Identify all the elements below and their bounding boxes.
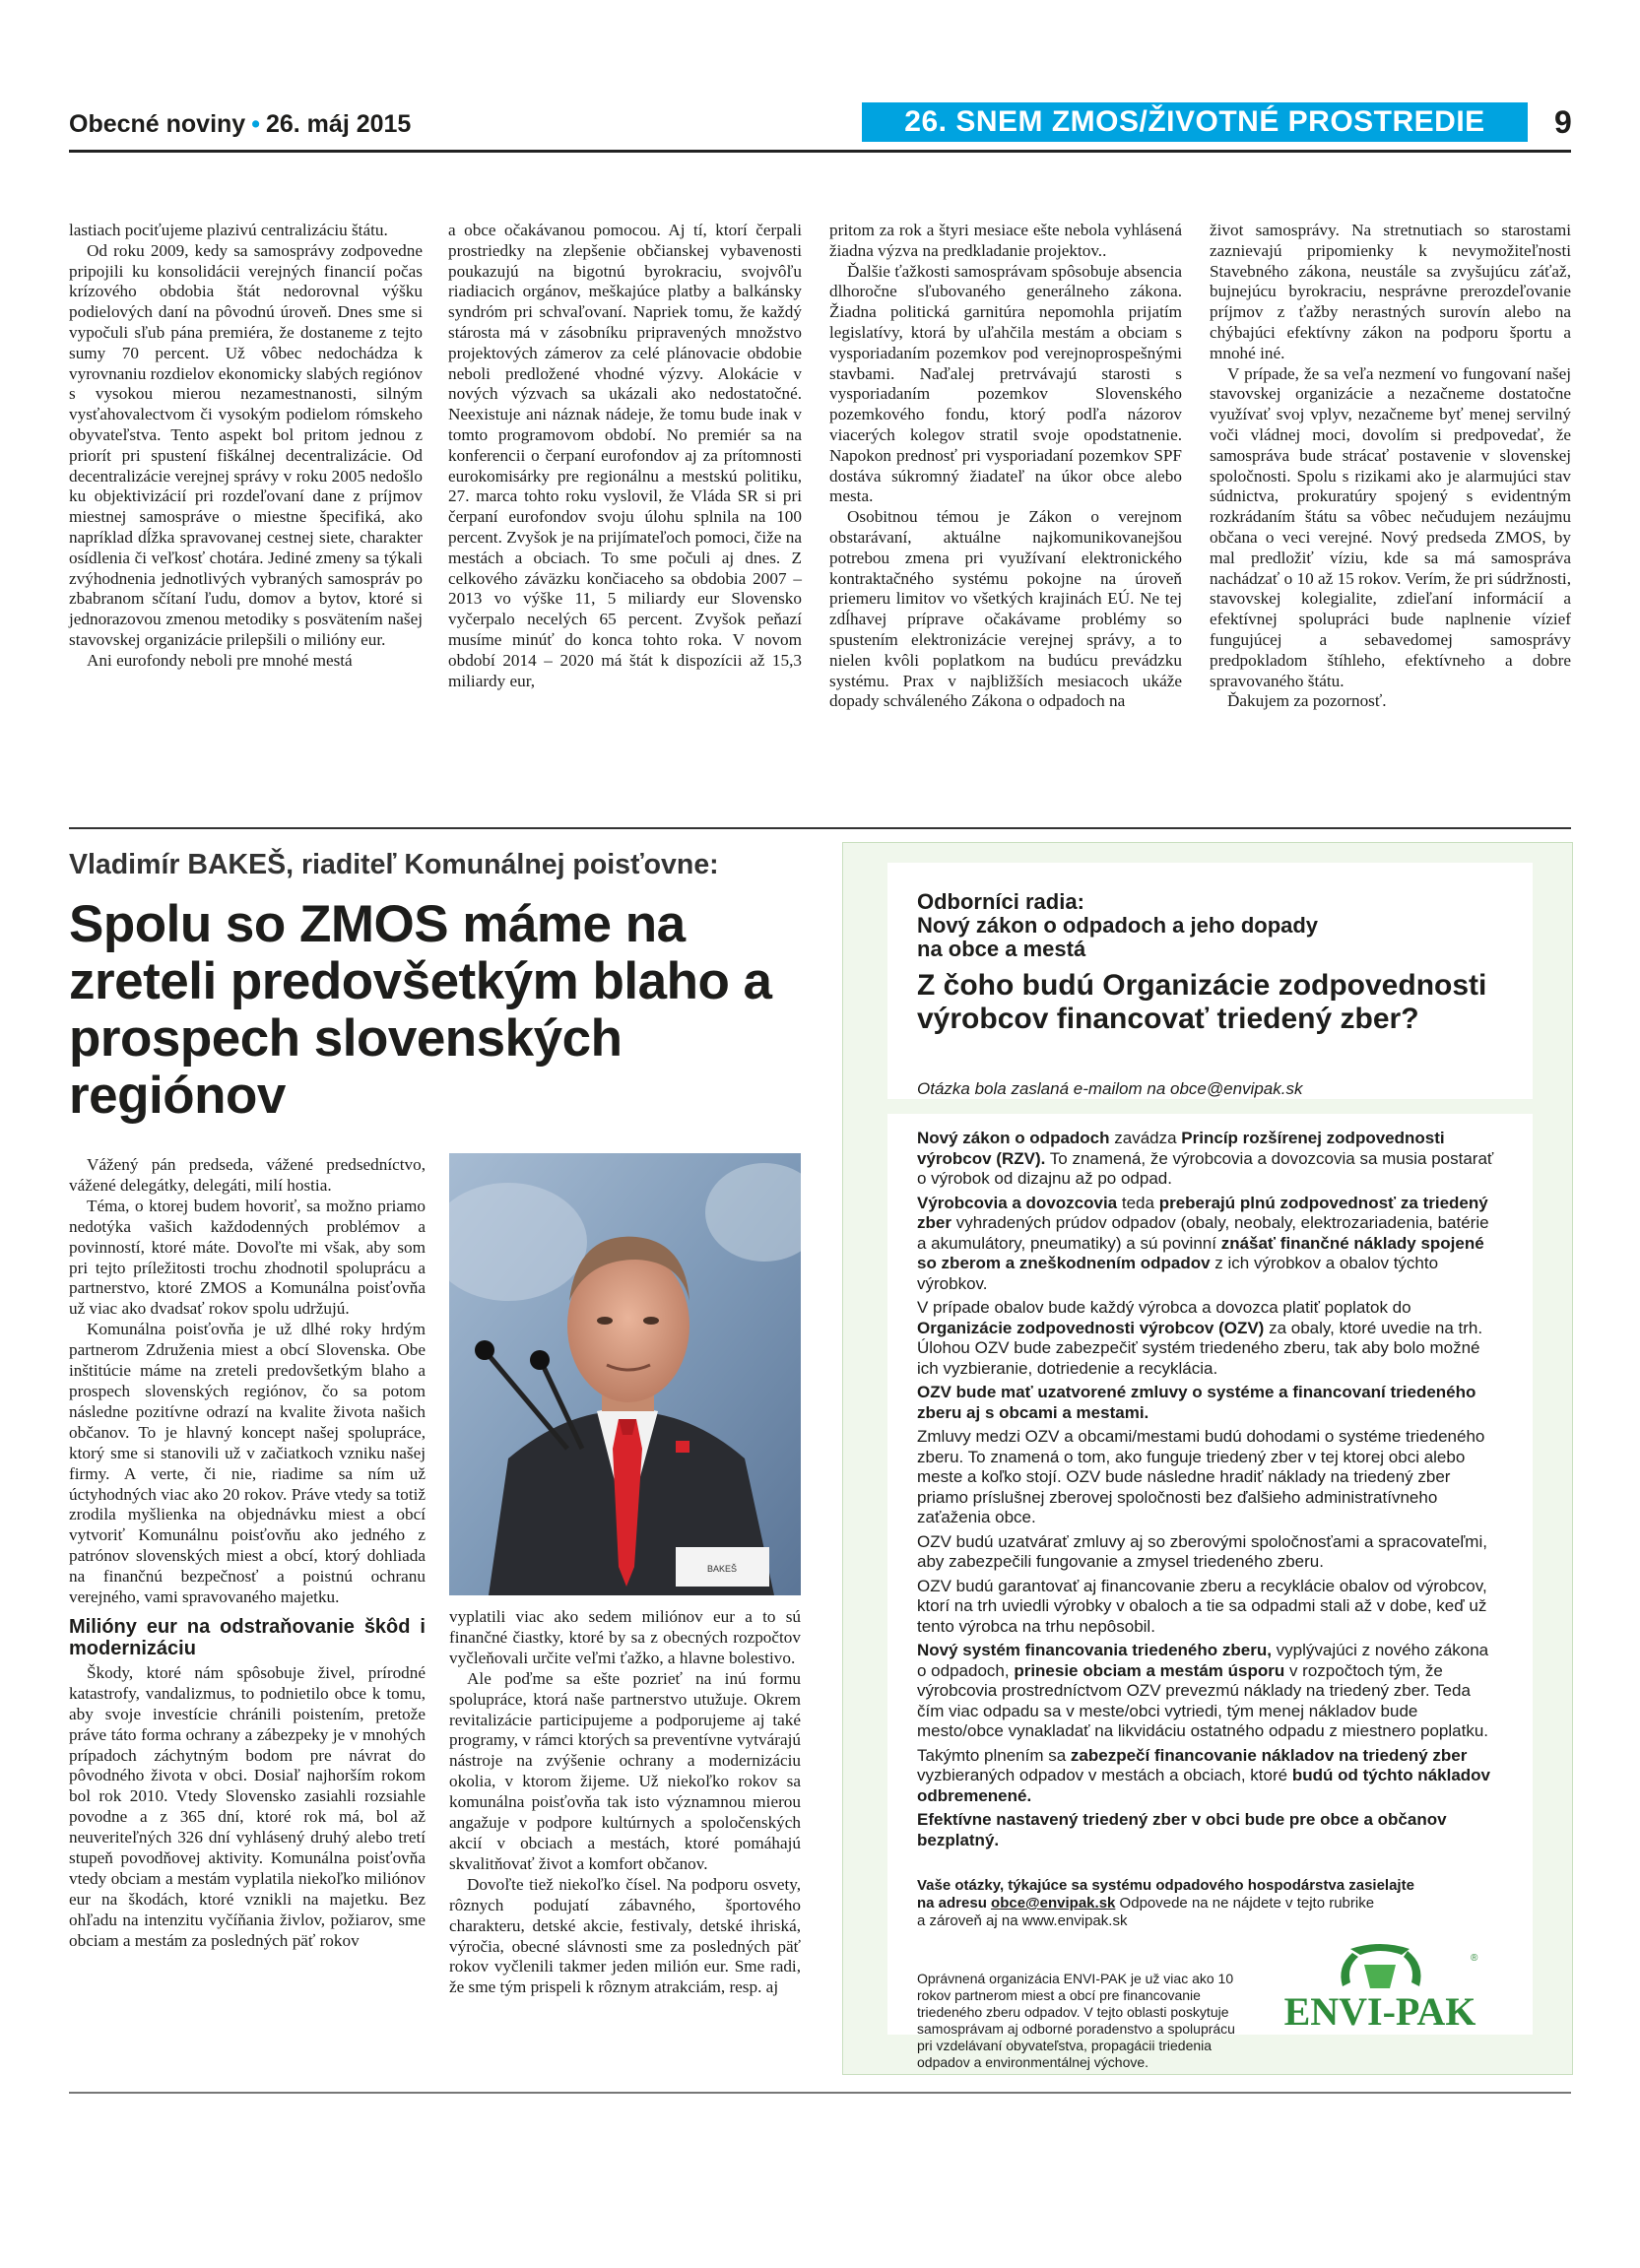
company-about: Oprávnená organizácia ENVI-PAK je už viac ako 10 rokov partnerom miest a obcí pre financovanie triedeného zberu odpadov. V tejto oblasti poskytuje samosprávam aj odborné poradenstvo a spoluprácu pri vzdelávaní obyvateľstva, propagácii triedenia odpadov a environmentálnej výchove.	[917, 1971, 1235, 2070]
panel-label: Odborníci radia:	[917, 889, 1084, 914]
body-text: teda	[1117, 1193, 1159, 1212]
paragraph: Dovoľte tiež niekoľko čísel. Na podporu osvety, rôznych podujatí zábavného, športového charakteru, detské akcie, festivaly, detské ihriská, výročia, obecné slávnosti sme za posledných päť rokov vyčlenili takmer jeden milión eur. Sme radi, že sme tým prispeli k rôznym atrakciám, resp. aj	[449, 1874, 801, 1997]
top-column-2	[448, 221, 802, 691]
answer-paragraph	[917, 1383, 1498, 1423]
emphasis-text: znášať finančné náklady spojené so zberom a zneškodnením odpadov	[917, 1233, 1484, 1272]
emphasis-text: OZV bude mať uzatvorené zmluvy o systéme a financovaní triedeného zberu aj s obcami a mestami.	[917, 1383, 1476, 1422]
section-divider	[69, 827, 1571, 829]
emphasis-text: Nový systém financovania triedeného zberu,	[917, 1641, 1272, 1659]
body-text: OZV budú garantovať aj financovanie zberu a recyklácie obalov od výrobcov, ktorí na trh uviedli výrobky v obaloch a tie sa odpadmi stali až v dobe, keď už tento výrobca na trhu nepôsobil.	[917, 1576, 1487, 1636]
emphasis-text: prinesie obciam a mestám úsporu	[1014, 1660, 1285, 1680]
publication-name: Obecné noviny	[69, 110, 246, 138]
emphasis-text: Výrobcovia a dovozcovia	[917, 1193, 1118, 1212]
question-box	[887, 863, 1533, 1099]
paragraph: lastiach pociťujeme plazivú centralizáciu štátu.	[69, 221, 388, 239]
speaker-portrait-illustration	[449, 1153, 801, 1595]
answer-paragraph	[917, 1810, 1498, 1850]
masthead	[69, 110, 411, 139]
header-bullet: •	[251, 110, 260, 138]
paragraph: pritom za rok a štyri mesiace ešte nebola vyhlásená žiadna výzva na predkladanie projektov..	[829, 221, 1182, 260]
top-column-3	[829, 221, 1182, 712]
emphasis-text: Organizácie zodpovednosti výrobcov (OZV)	[917, 1318, 1265, 1337]
contact-info	[917, 1877, 1508, 1930]
article-headline: Spolu so ZMOS máme na zreteli predovšetkým blaho a prospech slovenských regiónov	[69, 895, 772, 1125]
contact-line: Vaše otázky, týkajúce sa systému odpadového hospodárstva zasielajte	[917, 1877, 1414, 1894]
body-text: zavádza	[1109, 1129, 1182, 1147]
answer-paragraph	[917, 1746, 1498, 1807]
body-text: vyhradených prúdov odpadov (obaly, neobaly, elektrozariadenia, batérie a akumulátory, pneumatiky) a sú povinní	[917, 1213, 1489, 1253]
panel-question: Z čoho budú Organizácie zodpovednosti výrobcov financovať triedený zber?	[917, 969, 1487, 1035]
contact-email-link[interactable]: obce@envipak.sk	[991, 1895, 1116, 1912]
logo-wordmark: ENVI-PAK	[1283, 1989, 1476, 2034]
answer-paragraph	[917, 1194, 1498, 1295]
paragraph: V prípade, že sa veľa nezmení vo fungovaní našej stavovskej organizácie a nezačneme dostatočne využívať svoj vplyv, nezačneme byť menej servilný voči vládnej moci, dovolím si predpovedať, že samospráva bude strácať postavenie v slovenskej spoločnosti. Spolu s rizikami ako je alarmujúci stav súdnictva, prokuratúry spojený s evidentným rozkrádaním štátu sa vôbec nečudujem nezáujmu občana o veci verejné. Nový predseda ZMOS, by mal predložiť víziu, kde sa má samospráva nachádzať o 10 až 15 rokov. Verím, že pri súdržnosti, stavovskej kolegialite, zdieľaní informácií a efektívnej spolupráci bude naplnenie vízief fungujúcej a sebavedomej samosprávy predpokladom štíhleho, efektívneho a dobre spravovaného štátu.	[1210, 363, 1571, 690]
speaker-photo	[449, 1153, 801, 1595]
body-text: Zmluvy medzi OZV a obcami/mestami budú dohodami o systéme triedeného zberu. To znamená o tom, ako funguje triedený zber v tej ktorej obci alebo meste a koľko stojí. OZV bude následne hradiť náklady na triedený zber priamo príslušnej zberovej spoločnosti bez ďalšieho administratívneho zaťaženia obce.	[917, 1427, 1485, 1526]
top-column-4	[1210, 221, 1571, 712]
panel-topic-line: Nový zákon o odpadoch a jeho dopady	[917, 913, 1319, 938]
header-rule	[69, 150, 1571, 153]
paragraph: Od roku 2009, kedy sa samosprávy zodpovedne pripojili ku konsolidácii verejných financií počas krízového obdobia štát nedorovnal výšku podielových daní na pôvodnú úroveň. Dnes sme si vypočuli sľub pána premiéra, že dostaneme z tejto sumy 70 percent. Už vôbec nedochádza k vyrovnaniu rozdielov ekonomicky slabých regiónov s vysokou mierou nezamestnanosti, silným vysťahovalectvom či vysokým podielom rómskeho obyvateľstva. Tento aspekt bol pritom jednou z priorít pri spustení fiškálnej decentralizácie. Od decentralizácie verejnej správy v roku 2005 nedošlo ku objektivizácií pri rozdeľovaní dane z príjmov miestnej samosprávе o miestne špecifiká, ako napríklad dĺžka spravovanej cestnej siete, charakter osídlenia či veľkosť chotára. Jediné zmeny sa týkali zvýhodnenia jednotlivých vybraných samospráv po zbabranom sčítaní ľudu, domov a bytov, ktoré si jednorazovou zmenou metodiky s posvätením našej stavovskej organizácie prilepšili o milióny eur.	[69, 240, 423, 649]
paragraph: Komunálna poisťovňa je už dlhé roky hrdým partnerom Združenia miest a obcí Slovenska. Obe inštitúcie máme na zreteli predovšetkým blaho a prospech slovenských regiónov, čo sa potom následne pozitívne odrazí na kvalite života našich občanov. To je hlavný koncept našej spolupráce, ktorý sme si stanovili už v začiatkoch vzniku našej firmy. A verte, či nie, riadime sa ním už úctyhodných viac ako 20 rokov. Práve vtedy sa totiž zrodila myšlienka na objednávku miest a obcí vytvoriť Komunálnu poisťovňu ako jedného z patrónov slovenských miest a obcí, ktorý dohliada na finančnú bezpečnosť a poistnú ochranu verejného, vami spravovaného majetku.	[69, 1320, 426, 1607]
panel-topic	[917, 890, 1508, 961]
paragraph: život samosprávy. Na stretnutiach so starostami zaznievajú pripomienky k nevymožiteľnosti Stavebného zákona, neustále sa zvyšujúcu záťaž, bujnejúcu byrokraciu, nesprávne prerozdeľovanie príjmov z ťažby nerastných surovín alebo na chýbajúci efektívny zákon na podporu športu a mnohé iné.	[1210, 221, 1571, 362]
contact-line: Odpovede na ne nájdete v tejto rubrike	[1115, 1895, 1375, 1912]
issue-date: 26. máj 2015	[265, 110, 412, 138]
paragraph: a obce očakávanou pomocou. Aj tí, ktorí čerpali prostriedky na zlepšenie občianskej vybavenosti poukazujú na bigotnú byrokraciu, svojvôľu riadiacich orgánov, meškajúce platby a balkánsky syndróm pri schvaľovaní. Napriek tomu, že každý stárosta má v zásobníku pripravených množstvo projektových zámerov za celé plánovacie obdobie neboli predložené vhodné výzvy. Alokácie v nových výzvach sa ukázali ako nedostatočné. Neexistuje ani náznak nádeje, že tomu bude inak v tomto programovom období. No premiér sa na konferencii o čerpaní eurofondov aj za prítomnosti eurokomisárky pre regionálnu a mestskú politiku, 27. marca tohto roku vyslovil, že Vláda SR si pri čerpaní eurofondov svoju úlohu splnila na 100 percent. Zvyšok je na prijímateľoch pomoci, čiže na mestách a obciach. To sme počuli aj dnes. Z celkového záväzku končiaceho sa obdobia 2007 – 2013 vo výške 11, 5 miliardy eur Slovensko vyčerpalo necelých 65 percent. Zvyšok peňazí musíme minúť do konca tohto roka. V novom období 2014 – 2020 má štát k dispozícii až 15,3 miliardy eur,	[448, 221, 802, 690]
question-note: Otázka bola zaslaná e-mailom na obce@envipak.sk	[917, 1079, 1303, 1098]
body-text: vyplývajúci z nového zákona o odpadoch,	[917, 1641, 1489, 1680]
top-column-1	[69, 221, 423, 672]
paragraph: Ďakujem za pozornosť.	[1227, 691, 1387, 711]
paragraph: Ani eurofondy neboli pre mnohé mestá	[87, 650, 353, 670]
emphasis-text: Princíp rozšírenej zodpovednosti výrobcov (RZV).	[917, 1129, 1445, 1168]
answer-paragraph	[917, 1298, 1498, 1379]
emphasis-text: Efektívne nastavený triedený zber v obci bude pre obce a občanov bezplatný.	[917, 1810, 1447, 1849]
answer-paragraph	[917, 1532, 1498, 1573]
contact-website: a zároveň aj na www.envipak.sk	[917, 1912, 1128, 1929]
body-text: To znamená, že výrobcovia a dovozcovia sa musia postarať o výrobok od dizajnu až po odpad.	[917, 1148, 1494, 1188]
contact-line: na adresu	[917, 1895, 992, 1912]
body-text: v rozpočtoch tým, že výrobcovia prostredníctvom OZV prevezmú náklady na triedený zber. Teda čím viac odpadu sa v meste/obci vytriedi, tým menej nákladov bude mesto/obce vynakladať na likvidáciu ostatného odpadu z miestnero poplatku.	[917, 1660, 1489, 1740]
emphasis-text: Nový zákon o odpadoch	[917, 1129, 1110, 1147]
emphasis-text: zabezpečí financovanie nákladov na triedený zber	[1070, 1745, 1468, 1765]
article-column-2	[449, 1607, 801, 1998]
body-text: za obaly, ktoré uvedie na trh. Úlohou OZV bude zabezpečiť systém triedeného zberu, tak aby bolo možné ich vyzbieranie, dotriedenie a recyklácia.	[917, 1318, 1483, 1378]
answer-text	[917, 1129, 1498, 1854]
registered-mark: ®	[1471, 1953, 1478, 1964]
paragraph: Osobitnou témou je Zákon o verejnom obstarávaní, aktuálne najkomunikovanejšou potrebou zmena pri využívaní elektronického kontraktačného systému pokojne na úroveň priemeru limitov vo všetkých krajinách EÚ. Ne tej zdĺhavej príprave očakávame problémy so spustením elektronizácie verejnej správy, a to nielen kvôli poplatkom na budúcu prevádzku systému. Prax v najbližších mesiacoch ukáže dopady schváleného Zákona o odpadoch na	[829, 507, 1182, 711]
footer-rule	[69, 2092, 1571, 2094]
envipak-logo	[1281, 1941, 1478, 2040]
article-column-1	[69, 1155, 426, 1952]
badge-label: BAKEŠ	[707, 1564, 738, 1574]
body-text: V prípade obalov bude každý výrobca a dovozca platiť poplatok do	[917, 1298, 1411, 1317]
panel-topic-line: na obce a mestá	[917, 937, 1086, 961]
answer-paragraph	[917, 1129, 1498, 1190]
article-subheading: Milióny eur na odstraňovanie škôd i modernizáciu	[69, 1615, 426, 1659]
paragraph: Ale poďme sa ešte pozrieť na inú formu spolupráce, ktorá naše partnerstvo utužuje. Okrem revitalizácie participujeme a podporujeme aj také programy, v rámci ktorých sa preventívne vytvárajú nástroje na zvýšenie ochrany a modernizáciu okolia, v ktorom žijeme. Už niekoľko rokov sa komunálna poisťovňa tak isto významnou mierou angažuje v podpore kultúrnych a spoločenských akcií v obciach a mestách, ktoré pomáhajú skvalitňovať život a komfort občanov.	[449, 1668, 801, 1873]
paragraph: Téma, o ktorej budem hovoriť, sa možno priamo nedotýka vašich každodenných problémov a povinností, ktoré máte. Dovoľte mi však, aby som pri tejto príležitosti trochu zhodnotil spoluprácu a partnerstvo, ktoré ZMOS a Komunálna poisťovňa už viac ako dvadsať rokov spolu udržujú.	[69, 1196, 426, 1319]
answer-box	[887, 1114, 1533, 2070]
page-number: 9	[1554, 104, 1572, 140]
answer-paragraph	[917, 1641, 1498, 1742]
body-text: z ich výrobkov a obalov týchto výrobkov.	[917, 1254, 1439, 1293]
answer-paragraph	[917, 1577, 1498, 1638]
emphasis-text: preberajú plnú zodpovednosť za triedený zber	[917, 1193, 1488, 1232]
paragraph: Ďalšie ťažkosti samosprávam spôsobuje absencia dlhoročne sľubovaného generálneho zákona. Žiadna politická garnitúra nepomohla prijatím legislatívy, ktorá by uľahčila mestám a obciam s vysporiadaním pozemkov pod verejnoprospešnými stavbami. Naďalej pretrvávajú starosti s vysporiadaním pozemkov Slovenského pozemkového fondu, ktorý podľa názorov viacerých kolegov stratil svoje opodstatnenie. Napokon prednosť pri vysporiadaní pozemkov SPF dostáva súkromný žiadateľ na úkor obce alebo mesta.	[829, 261, 1182, 506]
answer-paragraph	[917, 1427, 1498, 1528]
emphasis-text: budú od týchto nákladov odbremenené.	[917, 1766, 1490, 1805]
body-text: vyzbieraných odpadov v mestách a obciach, ktoré	[917, 1766, 1292, 1784]
paragraph: Škody, ktoré nám spôsobuje živel, prírodné katastrofy, vandalizmus, to podnietilo obce k tomu, aby svoje investície chránili poistením, pretože práve táto forma ochrany a zábezpeky je v mnohých prípadoch záchytným bodom pre návrat do pôvodného života v obci. Dosiaľ najhorším rokom bol rok 2010. Vtedy Slovensko zasiahli rozsiahle povodne a z 365 dní, ktoré rok má, bol až neuveriteľných 326 dní vyhlásený druhý alebo tretí stupeň povodňovej aktivity. Komunálna poisťovňa vtedy obciam a mestám vyplatila niekoľko miliónov eur na škodách, ktoré vznikli na majetku. Bez ohľadu na intenzitu vyčíňania živlov, požiarov, sme obciam a mestám za posledných päť rokov	[69, 1662, 426, 1950]
section-banner: 26. SNEM ZMOS/ŽIVOTNÉ PROSTREDIE	[862, 102, 1528, 142]
paragraph: vyplatili viac ako sedem miliónov eur a to sú finančné čiastky, ktoré by sa z obecných rozpočtov vyčleňovali určite veľmi ťažko, a hlavne bolestivo.	[449, 1607, 801, 1667]
body-text: Takýmto plnením sa	[917, 1745, 1071, 1765]
body-text: OZV budú uzatvárať zmluvy aj so zberovými spoločnosťami a spracovateľmi, aby zabezpečili fungovanie a zmysel triedeného zberu.	[917, 1531, 1487, 1571]
article-kicker: Vladimír BAKEŠ, riaditeľ Komunálnej poisťovne:	[69, 849, 719, 880]
advice-panel	[842, 842, 1573, 2075]
paragraph: Vážený pán predseda, vážené predsedníctvo, vážené delegátky, delegáti, milí hostia.	[69, 1155, 426, 1195]
